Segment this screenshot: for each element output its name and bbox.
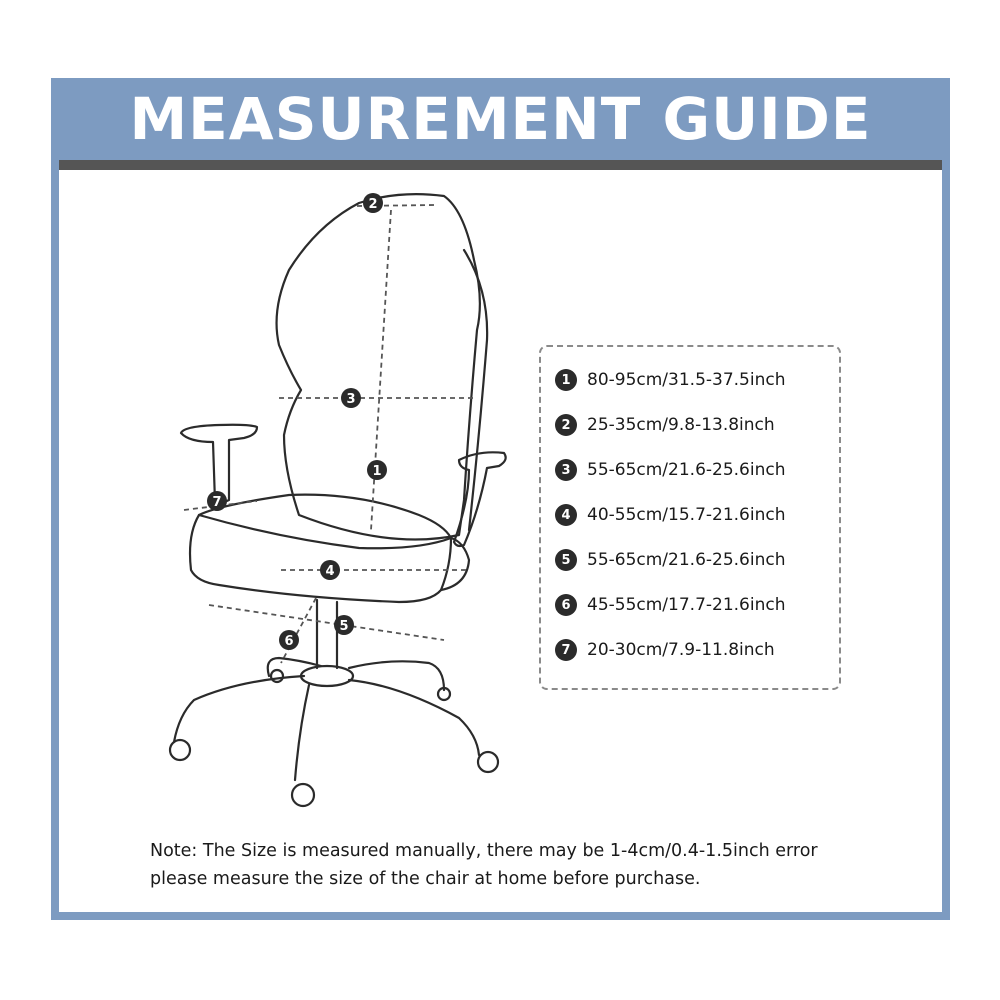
caster-front <box>292 784 314 806</box>
legend-number: 3 <box>555 459 577 481</box>
marker-2-label: 2 <box>368 197 378 212</box>
legend-number: 5 <box>555 549 577 571</box>
base-legs <box>174 658 479 780</box>
legend-size: 55-65cm/21.6-25.6inch <box>587 460 786 480</box>
marker-4 <box>320 560 340 580</box>
legend-item <box>555 412 775 438</box>
base-hub <box>301 666 353 686</box>
measure-line-5 <box>209 605 444 640</box>
caster-left <box>170 740 190 760</box>
legend-item <box>555 367 786 393</box>
legend-size: 55-65cm/21.6-25.6inch <box>587 550 786 570</box>
marker-6-label: 6 <box>284 634 294 649</box>
legend-item <box>555 547 786 573</box>
measure-line-1 <box>371 210 391 530</box>
seat-cushion <box>190 515 451 602</box>
backrest-outline <box>277 194 480 539</box>
marker-2 <box>363 193 383 213</box>
gas-lift <box>317 600 337 668</box>
seat-side <box>441 538 469 590</box>
legend-size: 80-95cm/31.5-37.5inch <box>587 370 786 390</box>
marker-3 <box>341 388 361 408</box>
caster-right <box>478 752 498 772</box>
marker-6 <box>279 630 299 650</box>
marker-5 <box>334 615 354 635</box>
header-divider <box>59 160 942 170</box>
guide-frame <box>51 78 950 920</box>
legend-number: 4 <box>555 504 577 526</box>
right-armrest <box>454 452 506 546</box>
marker-7 <box>207 491 227 511</box>
legend-number: 2 <box>555 414 577 436</box>
left-armrest <box>181 425 257 503</box>
marker-1 <box>367 460 387 480</box>
marker-7-label: 7 <box>212 495 222 510</box>
marker-4-label: 4 <box>325 564 335 579</box>
legend-size: 20-30cm/7.9-11.8inch <box>587 640 775 660</box>
legend-item <box>555 502 786 528</box>
note-line-2: please measure the size of the chair at home before purchase. <box>150 869 701 889</box>
note-line-1: Note: The Size is measured manually, there may be 1-4cm/0.4-1.5inch error <box>150 841 818 861</box>
legend-number: 1 <box>555 369 577 391</box>
legend-item <box>555 637 775 663</box>
header-banner <box>51 78 950 160</box>
marker-1-label: 1 <box>372 464 382 479</box>
marker-5-label: 5 <box>339 619 349 634</box>
legend-item <box>555 592 786 618</box>
legend-item <box>555 457 786 483</box>
legend-size: 45-55cm/17.7-21.6inch <box>587 595 786 615</box>
content-panel <box>59 170 942 912</box>
legend-number: 6 <box>555 594 577 616</box>
marker-3-label: 3 <box>346 392 356 407</box>
size-legend <box>539 345 841 690</box>
legend-size: 40-55cm/15.7-21.6inch <box>587 505 786 525</box>
legend-number: 7 <box>555 639 577 661</box>
legend-size: 25-35cm/9.8-13.8inch <box>587 415 775 435</box>
note-text <box>150 837 818 893</box>
page-title: MEASUREMENT GUIDE <box>129 85 872 153</box>
caster-back-left <box>271 670 283 682</box>
